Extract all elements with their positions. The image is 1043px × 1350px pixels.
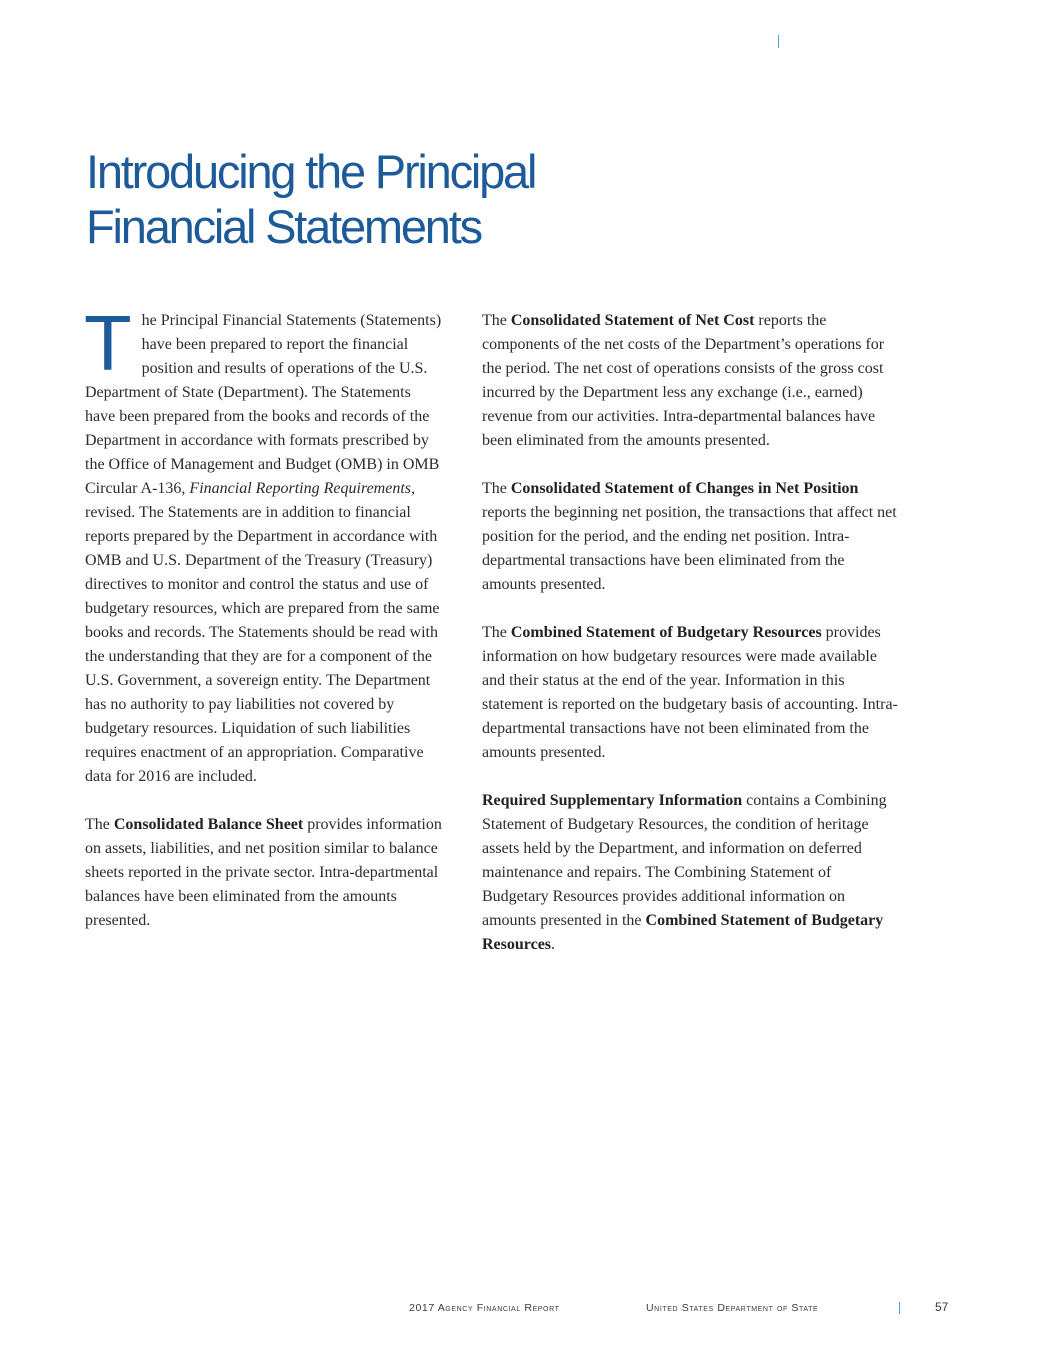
rsi-term: Required Supplementary Information <box>482 792 743 809</box>
intro-paragraph <box>84 299 445 789</box>
balance-sheet-paragraph <box>85 813 445 933</box>
net-cost-pre: The <box>482 312 511 329</box>
changes-text: reports the beginning net position, the transactions that affect net position for the period, and the ending net position. Intra-departmental transactions have been eliminated from the amounts presented. <box>482 504 897 593</box>
budgetary-pre: The <box>482 624 511 641</box>
header-rule <box>778 35 779 48</box>
rsi-term-2: Combined Statement of Budgetary Resources <box>482 912 884 953</box>
rsi-end: . <box>551 936 556 953</box>
footer-report-title: 2017 Agency Financial Report <box>409 1302 560 1314</box>
left-column <box>84 299 445 957</box>
rsi-paragraph <box>482 789 902 957</box>
net-cost-term: Consolidated Statement of Net Cost <box>510 312 755 329</box>
right-column <box>482 309 902 981</box>
intro-text-1: he Principal Financial Statements (Statements) have been prepared to report the financial position and results of operations of the U.S. Department of State (Department). The Statements have been prepared from the books and records of the Department in accordance with formats prescribed by the Office of Management and Budget (OMB) in OMB Circular A-136, <box>85 312 442 497</box>
balance-sheet-term: Consolidated Balance Sheet <box>113 816 304 833</box>
net-cost-paragraph <box>482 309 902 453</box>
intro-italic-title: Financial Reporting Requirements, <box>189 480 416 497</box>
balance-sheet-pre: The <box>85 816 114 833</box>
rsi-text: contains a Combining Statement of Budgetary Resources, the condition of heritage assets held by the Department, and information on deferred maintenance and repairs. The Combining Statement of Budgetary Resources provides additional information on amounts presented in the <box>482 792 887 929</box>
footer-department: United States Department of State <box>646 1302 819 1314</box>
changes-term: Consolidated Statement of Changes in Net Position <box>510 480 859 497</box>
drop-cap: T <box>84 299 132 387</box>
page-title <box>86 144 786 254</box>
page-footer <box>0 1301 1043 1317</box>
net-cost-text: reports the components of the net costs of the Department’s operations for the period. The net cost of operations consists of the gross cost incurred by the Department less any exchange (i.e., earned) revenue from our activities. Intra-departmental balances have been eliminated from the amounts presented. <box>482 312 885 449</box>
balance-sheet-text: provides information on assets, liabilities, and net position similar to balance sheets reported in the private sector. Intra-departmental balances have been eliminated from the amounts presented. <box>85 816 442 929</box>
budgetary-text: provides information on how budgetary resources were made available and their status at the end of the year. Information in this statement is reported on the budgetary basis of accounting. Intra-departmental transactions have not been eliminated from the amounts presented. <box>482 624 898 761</box>
page-title-line-1: Introducing the Principal <box>86 145 536 198</box>
changes-net-position-paragraph <box>482 477 902 597</box>
page-title-line-2: Financial Statements <box>86 200 481 253</box>
footer-rule <box>899 1302 900 1314</box>
page-number: 57 <box>935 1300 949 1314</box>
changes-pre: The <box>482 480 511 497</box>
budgetary-term: Combined Statement of Budgetary Resources <box>510 624 822 641</box>
budgetary-resources-paragraph <box>482 621 902 765</box>
intro-text-2: revised. The Statements are in addition to financial reports prepared by the Department in accordance with OMB and U.S. Department of the Treasury (Treasury) directives to monitor and control the status and use of budgetary resources, which are prepared from the same books and records. The Statements should be read with the understanding that they are for a component of the U.S. Government, a sovereign entity. The Department has no authority to pay liabilities not covered by budgetary resources. Liquidation of such liabilities requires enactment of an appropriation. Comparative data for 2016 are included. <box>85 504 440 785</box>
